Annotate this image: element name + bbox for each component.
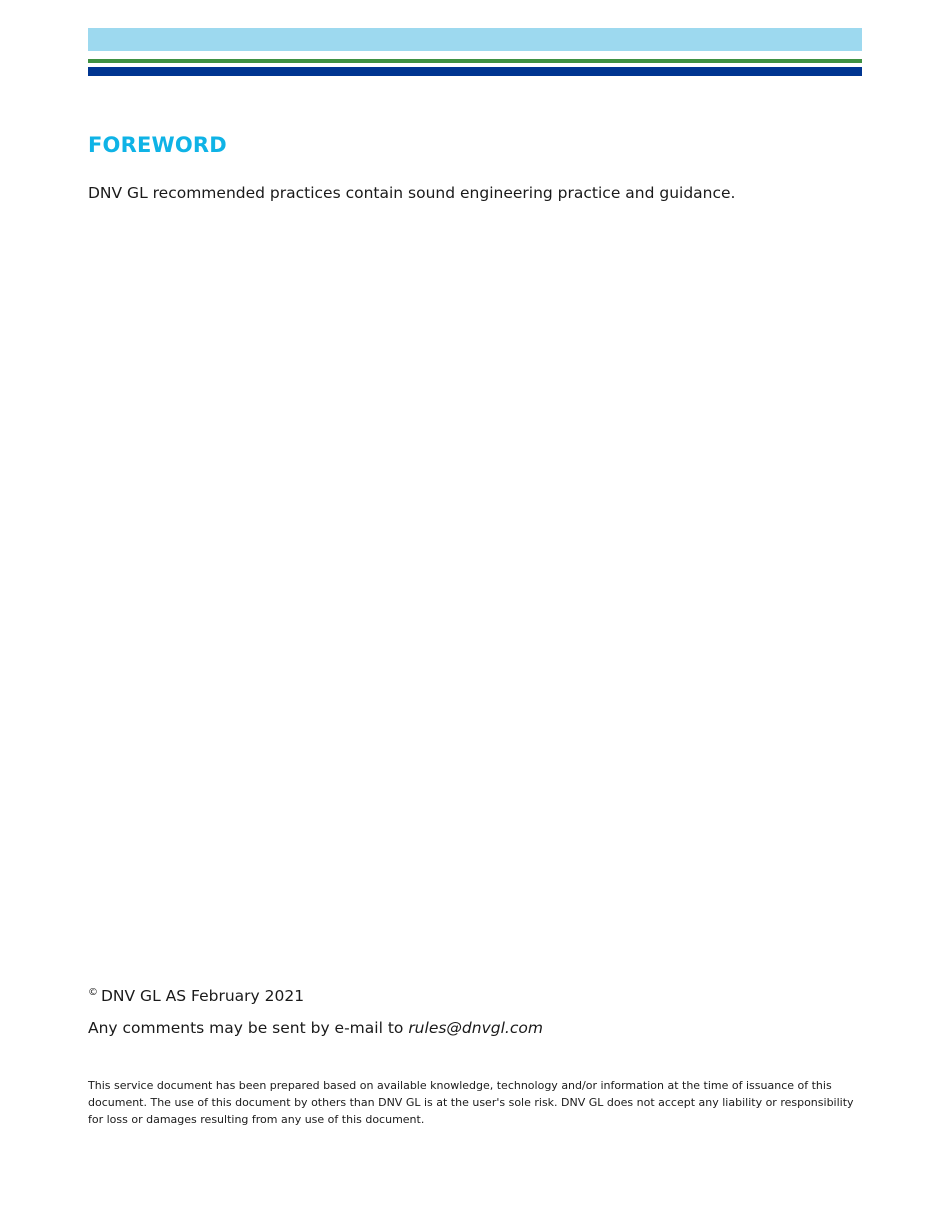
header-green-band [88, 59, 862, 63]
foreword-title: FOREWORD [88, 133, 227, 157]
foreword-body: DNV GL recommended practices contain sound engineering practice and guidance. [88, 184, 736, 202]
comments-line [88, 1019, 543, 1037]
disclaimer-text: This service document has been prepared based on available knowledge, technology and/or information at the time of issuance of this document. The use of this document by others than DNV GL is at the user's sole risk. DNV GL does not accept any liability or responsibility for loss or damages resulting from any use of this document. [88, 1079, 854, 1126]
copyright-line [88, 987, 304, 1005]
comments-email-link[interactable]: rules@dnvgl.com [408, 1019, 543, 1037]
copyright-text: DNV GL AS February 2021 [101, 987, 305, 1005]
header-light-blue-band [88, 28, 862, 51]
copyright-symbol: © [88, 987, 98, 998]
header-navy-band [88, 67, 862, 76]
comments-prefix: Any comments may be sent by e-mail to [88, 1019, 409, 1037]
